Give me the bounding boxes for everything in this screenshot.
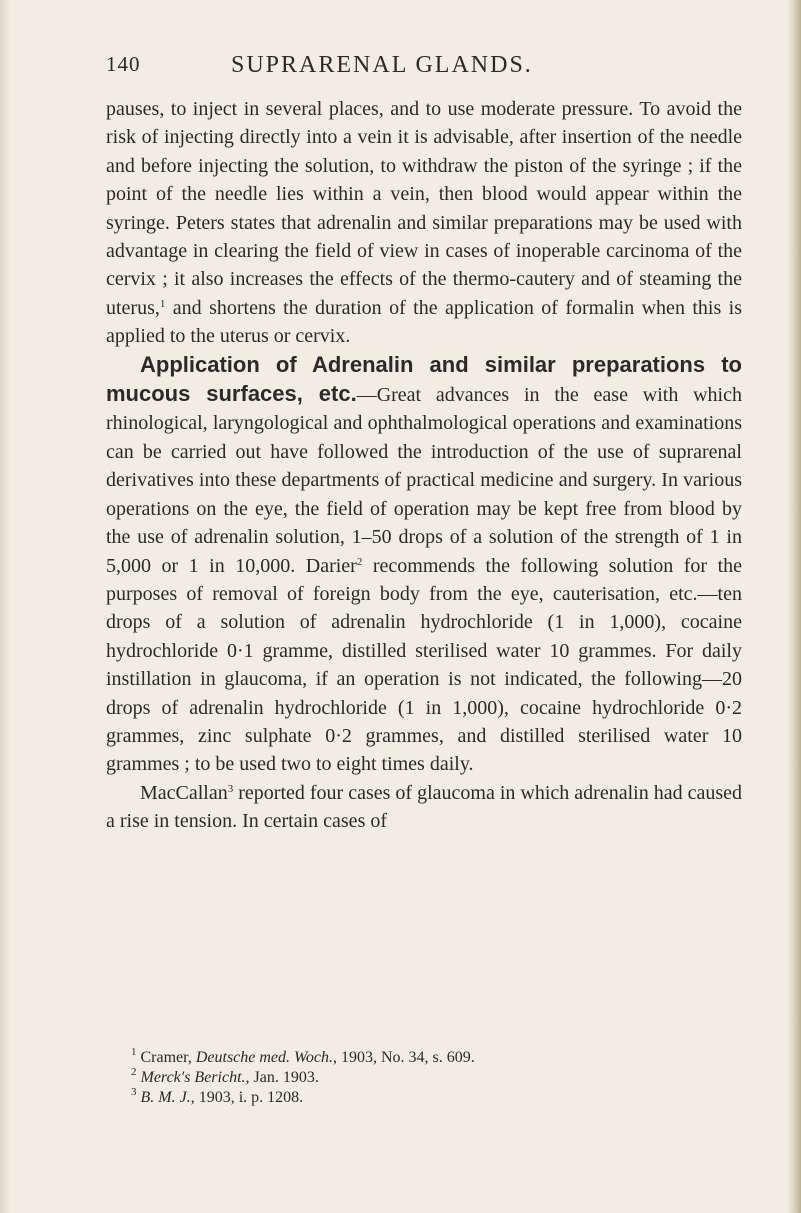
paragraph-text-cont: reported four cases of glaucoma in which adrenalin had caused a rise in tension. In certain cases of [106,781,742,833]
section-text-cont: recommends the following solution for the purposes of removal of foreign body from the eye, cauterisation, etc.—ten drops of a solution of adrenalin hydrochloride (1 in 1,000), cocaine hydrochloride 0·1 gramme, distilled sterilised water 10 grammes. For daily instillation in glaucoma, if an operation is not indicated, the following—20 drops of adrenalin hydrochloride (1 in 1,000), cocaine hydrochloride 0·2 grammes, zinc sulphate 0·2 grammes, and distilled sterilised water 10 grammes ; to be used two to eight times daily. [106,554,742,776]
footnotes [131,1048,742,1108]
paragraph-maccallan [106,779,742,836]
footnote-1: $^1$ Cramer, Deutsche med. Woch., 1903, No. 34, s. 609. [131,1046,475,1066]
body-text [106,95,742,836]
footnote-3: $^3$ B. M. J., 1903, i. p. 1208. [131,1086,304,1106]
paragraph-continuation [106,95,742,351]
page-number: 140 [106,52,141,76]
running-head: SUPRARENAL GLANDS. [231,52,533,78]
footnote-2: $^2$ Merck's Bericht., Jan. 1903. [131,1066,319,1086]
page-header [106,52,742,84]
footnote-ref-1: 1 [159,297,166,310]
section-text: —Great advances in the ease with which rhinological, laryngological and ophthalmological operations and examinations can be carried out have followed the introduction of the use of suprarenal derivatives into these departments of practical medicine and surgery. In various operations on the eye, the field of operation may be kept free from blood by the use of adrenalin solution, 1–50 drops of a solution of the strength of 1 in 5,000 or 1 in 10,000. Darier [106,384,742,577]
section-paragraph [106,351,742,779]
paragraph-text: pauses, to inject in several places, and to use moderate pressure. To avoid the risk of injecting directly into a vein it is advisable, after insertion of the needle and before injecting the solution, to withdraw the piston of the syringe ; if the point of the needle lies within a vein, then blood would appear within the syringe. Peters states that adrenalin and similar preparations may be used with advantage in clearing the field of view in cases of inoperable carcinoma of the cervix ; it also increases the effects of the thermo-cautery and of steaming the uterus, [106,98,742,319]
footnote-ref-2: 2 [356,555,363,568]
paragraph-text: MacCallan [140,781,228,804]
paragraph-text-cont: and shortens the duration of the application of formalin when this is applied to the uterus or cervix. [106,296,742,348]
footnote-ref-3: 3 [227,782,234,795]
section-heading: Application of Adrenalin and similar preparations to mucous surfaces, etc. [106,351,742,407]
